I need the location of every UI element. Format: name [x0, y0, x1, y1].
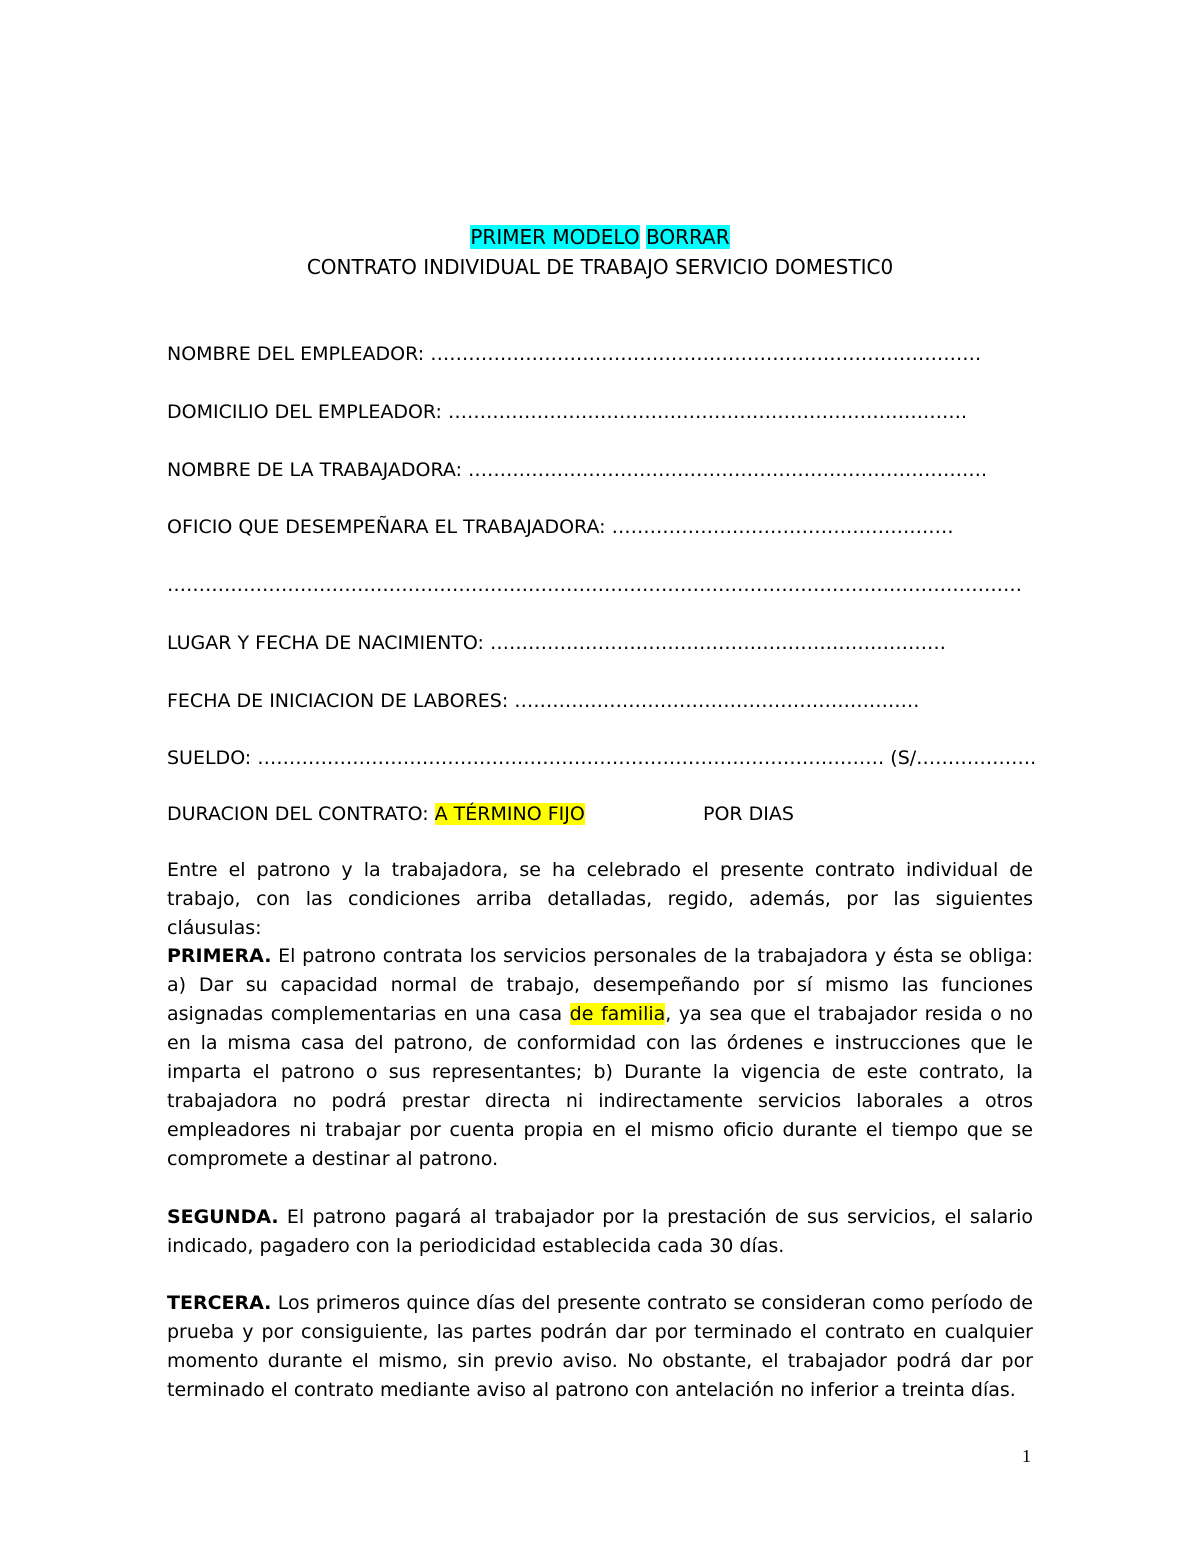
clause-primera-text-a: El patrono contrata los servicios personales de la trabajadora y ésta se obliga: a) Dar su capacidad normal de trabajo, desempeñando por sí mismo las funciones asignadas complementarias en una casa	[167, 945, 1033, 1025]
employer-name-field: NOMBRE DEL EMPLEADOR: ……………………………………………………………………………	[167, 343, 982, 365]
job-field: OFICIO QUE DESEMPEÑARA EL TRABAJADORA: ………………………………………………	[167, 516, 954, 538]
salary-field: SUELDO: ……………………………………………………………………………………… (S/……………….	[167, 747, 1037, 769]
title-highlight-1: PRIMER MODELO	[470, 225, 640, 249]
employer-address-field: DOMICILIO DEL EMPLEADOR: ……………………………………………………………………….	[167, 401, 968, 423]
page-number: 1	[1022, 1446, 1031, 1466]
job-field-continuation: ………………………………………………………………………………………………………………………	[167, 574, 1022, 596]
duration-value: A TÉRMINO FIJO	[434, 803, 585, 825]
clause-primera	[167, 942, 1033, 1174]
clause-tercera-label: TERCERA.	[167, 1292, 272, 1314]
intro-paragraph: Entre el patrono y la trabajadora, se ha celebrado el presente contrato individual de trabajo, con las condiciones arriba detalladas, regido, además, por las siguientes cláusulas:	[167, 859, 1033, 939]
clause-tercera-text: Los primeros quince días del presente contrato se consideran como período de prueba y por consiguiente, las partes podrán dar por terminado el contrato en cualquier momento durante el mismo, sin previo aviso. No obstante, el trabajador podrá dar por terminado el contrato mediante aviso al patrono con antelación no inferior a treinta días.	[167, 1292, 1033, 1401]
birth-field: LUGAR Y FECHA DE NACIMIENTO: ………………………………………………………………	[167, 632, 946, 654]
clause-segunda	[167, 1203, 1033, 1261]
clause-primera-highlight: de familia	[569, 1003, 666, 1025]
start-date-field: FECHA DE INICIACION DE LABORES: ……………………………………………………….	[167, 690, 920, 712]
document-title	[0, 222, 1200, 252]
clause-segunda-label: SEGUNDA.	[167, 1206, 279, 1228]
duration-label: DURACION DEL CONTRATO:	[167, 803, 429, 825]
worker-name-field: NOMBRE DE LA TRABAJADORA: ……………………………………………………………………….	[167, 459, 988, 481]
clause-primera-text-b: , ya sea que el trabajador resida o no en la misma casa del patrono, de conformidad con las órdenes e instrucciones que le imparta el patrono o sus representantes; b) Durante la vigencia de este contrato, la trabajadora no podrá prestar directa ni indirectamente servicios laborales a otros empleadores ni trabajar por cuenta propia en el mismo oficio durante el tiempo que se compromete a destinar al patrono.	[167, 1003, 1034, 1170]
duration-extra: POR DIAS	[703, 803, 794, 825]
clause-tercera	[167, 1289, 1033, 1405]
duration-field	[167, 801, 585, 827]
title-highlight-2: BORRAR	[645, 225, 730, 249]
title-block	[0, 222, 1200, 282]
document-subtitle: CONTRATO INDIVIDUAL DE TRABAJO SERVICIO DOMESTIC0	[306, 255, 894, 279]
clause-segunda-text: El patrono pagará al trabajador por la prestación de sus servicios, el salario indicado, pagadero con la periodicidad establecida cada 30 días.	[167, 1206, 1033, 1257]
clause-primera-label: PRIMERA.	[167, 945, 272, 967]
